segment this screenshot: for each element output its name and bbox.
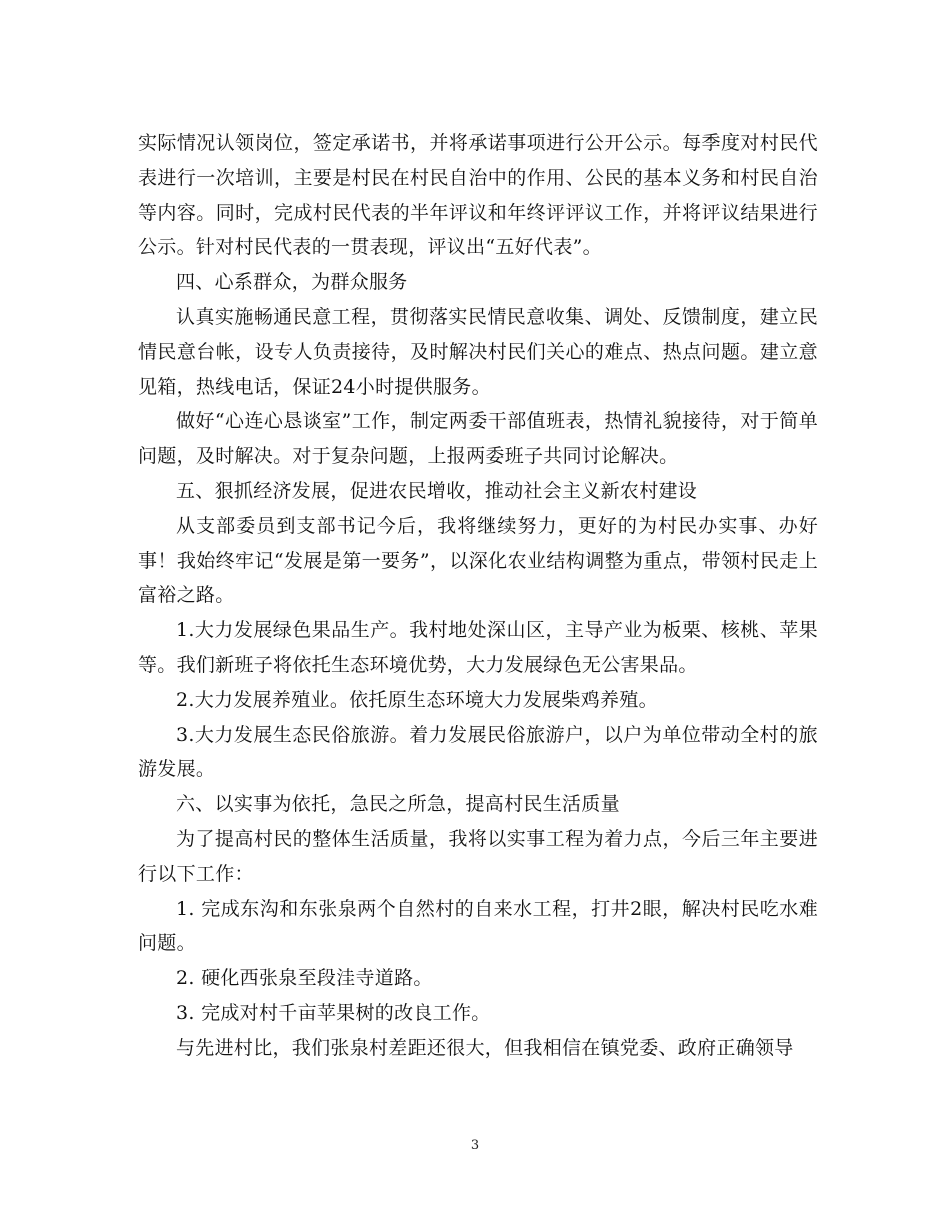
section-heading: 四、心系群众，为群众服务 (176, 271, 408, 294)
paragraph: 为了提高村民的整体生活质量，我将以实事工程为着力点，今后三年主要进行以下工作： (138, 827, 818, 885)
document-body (138, 126, 818, 1066)
paragraph: 实际情况认领岗位，签定承诺书，并将承诺事项进行公开公示。每季度对村民代表进行一次培训，主要是村民在村民自治中的作用、公民的基本义务和村民自治等内容。同时，完成村民代表的半年评议和年终评评议工作，并将评议结果进行公示。针对村民代表的一贯表现，评议出“五好代表”。 (138, 132, 818, 259)
list-item: 3.大力发展生态民俗旅游。着力发展民俗旅游户，以户为单位带动全村的旅游发展。 (138, 723, 818, 781)
list-item: 1. 完成东沟和东张泉两个自然村的自来水工程，打井2眼，解决村民吃水难问题。 (138, 897, 818, 955)
page-number: 3 (470, 1138, 480, 1153)
paragraph: 从支部委员到支部书记今后，我将继续努力，更好的为村民办实事、办好事！我始终牢记“发展是第一要务”，以深化农业结构调整为重点，带领村民走上富裕之路。 (138, 514, 818, 607)
section-heading: 五、狠抓经济发展，促进农民增收，推动社会主义新农村建设 (176, 479, 698, 502)
paragraph: 与先进村比，我们张泉村差距还很大，但我相信在镇党委、政府正确领导 (176, 1036, 794, 1059)
paragraph: 认真实施畅通民意工程，贯彻落实民情民意收集、调处、反馈制度，建立民情民意台帐，设专人负责接待，及时解决村民们关心的难点、热点问题。建立意见箱，热线电话，保证24小时提供服务。 (138, 305, 818, 398)
section-heading: 六、以实事为依托，急民之所急，提高村民生活质量 (176, 793, 620, 816)
list-item: 1.大力发展绿色果品生产。我村地处深山区，主导产业为板栗、核桃、苹果等。我们新班子将依托生态环境优势，大力发展绿色无公害果品。 (138, 619, 818, 676)
paragraph: 做好“心连心恳谈室”工作，制定两委干部值班表，热情礼貌接待，对于简单问题，及时解决。对于复杂问题，上报两委班子共同讨论解决。 (138, 410, 818, 468)
list-item: 3. 完成对村千亩苹果树的改良工作。 (176, 1001, 491, 1024)
list-item: 2. 硬化西张泉至段洼寺道路。 (176, 967, 433, 990)
list-item: 2.大力发展养殖业。依托原生态环境大力发展柴鸡养殖。 (176, 688, 658, 711)
